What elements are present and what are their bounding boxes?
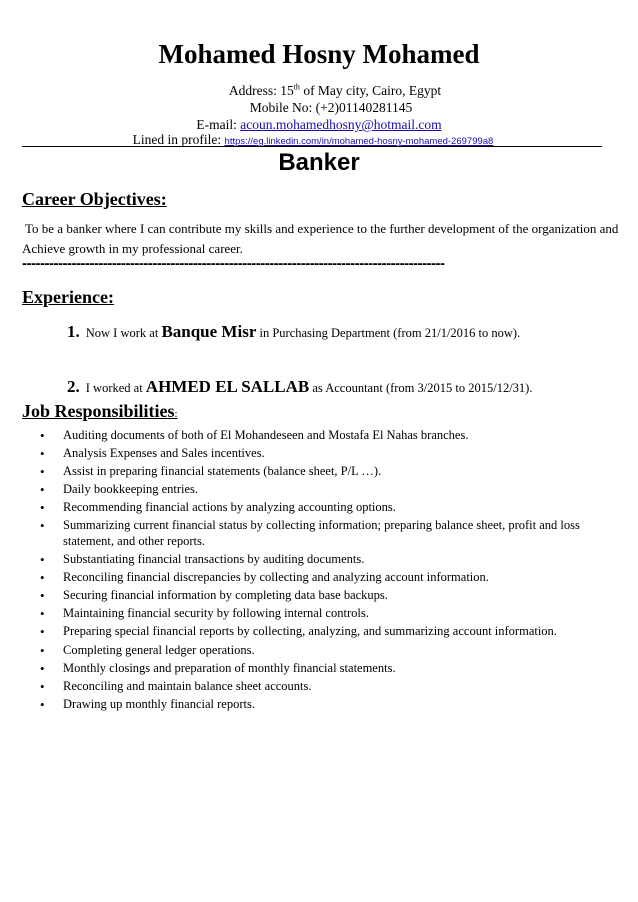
job-responsibilities-heading-text: Job Responsibilities bbox=[22, 401, 175, 421]
linkedin-label: Lined in profile: bbox=[132, 132, 225, 147]
career-objectives-heading: Career Objectives: bbox=[22, 189, 167, 209]
email-link[interactable]: acoun.mohamedhosny@hotmail.com bbox=[240, 117, 442, 132]
job-responsibilities-heading bbox=[22, 400, 178, 425]
email-label: E-mail: bbox=[196, 117, 241, 132]
list-item-text: Drawing up monthly financial reports. bbox=[63, 696, 255, 711]
list-item bbox=[40, 482, 610, 498]
address-suffix: of May city, Cairo, Egypt bbox=[299, 83, 442, 98]
objective-line-1: To be a banker where I can contribute my skills and experience to the further development of the organization and bbox=[25, 221, 619, 236]
list-item-text: Reconciling and maintain balance sheet accounts. bbox=[63, 678, 312, 693]
list-item-text: Daily bookkeeping entries. bbox=[63, 482, 199, 497]
list-item bbox=[40, 624, 610, 640]
bullet-icon: • bbox=[40, 518, 45, 534]
list-item bbox=[40, 679, 610, 695]
responsibilities-list bbox=[40, 428, 610, 715]
linkedin-link[interactable]: https://eg.linkedin.com/in/mohamed-hosny-mohamed-269799a8 bbox=[224, 136, 494, 147]
bullet-icon: • bbox=[40, 446, 45, 462]
experience-item bbox=[67, 376, 532, 399]
list-item-text: Analysis Expenses and Sales incentives. bbox=[63, 446, 265, 461]
experience-company: Banque Misr bbox=[161, 322, 257, 341]
list-item bbox=[40, 500, 610, 516]
experience-prefix: Now I work at bbox=[85, 326, 162, 340]
list-item-text: Completing general ledger operations. bbox=[63, 642, 255, 657]
experience-item bbox=[67, 321, 520, 344]
list-item-text: Substantiating financial transactions by auditing documents. bbox=[63, 552, 365, 567]
bullet-icon: • bbox=[40, 570, 45, 586]
list-item bbox=[40, 606, 610, 622]
experience-company: AHMED EL SALLAB bbox=[145, 377, 310, 396]
experience-detail: in Purchasing Department (from 21/1/2016 to now). bbox=[256, 326, 521, 340]
section-separator: ---------------------------------------------------------------------------------------------- bbox=[22, 255, 445, 272]
candidate-name: Mohamed Hosny Mohamed bbox=[158, 39, 480, 69]
bullet-icon: • bbox=[40, 678, 45, 694]
bullet-icon: • bbox=[40, 482, 45, 498]
list-item-text: Summarizing current financial status by collecting information; preparing balance sheet, profit and loss statement, and other reports. bbox=[63, 518, 580, 548]
address-prefix: Address: 15 bbox=[228, 83, 294, 98]
bullet-icon: • bbox=[40, 696, 45, 712]
mobile-line: Mobile No: (+2)01140281145 bbox=[249, 100, 413, 115]
list-item bbox=[40, 518, 610, 549]
list-item bbox=[40, 588, 610, 604]
experience-prefix: I worked at bbox=[85, 381, 146, 395]
list-item bbox=[40, 464, 610, 480]
list-item-text: Assist in preparing financial statements (balance sheet, P/L …). bbox=[63, 464, 382, 479]
bullet-icon: • bbox=[40, 606, 45, 622]
list-item bbox=[40, 643, 610, 659]
list-item-text: Auditing documents of both of El Mohandeseen and Mostafa El Nahas branches. bbox=[63, 428, 469, 442]
experience-number: 2. bbox=[67, 377, 80, 396]
list-item-text: Preparing special financial reports by collecting, analyzing, and summarizing account information. bbox=[63, 624, 557, 639]
experience-heading: Experience: bbox=[22, 287, 114, 307]
bullet-icon: • bbox=[40, 642, 45, 658]
header-divider bbox=[22, 146, 602, 147]
list-item bbox=[40, 428, 610, 444]
bullet-icon: • bbox=[40, 552, 45, 568]
list-item-text: Recommending financial actions by analyzing accounting options. bbox=[63, 500, 396, 515]
bullet-icon: • bbox=[40, 428, 45, 443]
objective-line-2: Achieve growth in my professional career. bbox=[22, 241, 243, 256]
bullet-icon: • bbox=[40, 660, 45, 676]
list-item-text: Monthly closings and preparation of monthly financial statements. bbox=[63, 660, 396, 675]
list-item-text: Reconciling financial discrepancies by collecting and analyzing account information. bbox=[63, 570, 489, 585]
address-superscript: th bbox=[293, 82, 300, 92]
list-item-text: Securing financial information by completing data base backups. bbox=[63, 588, 388, 603]
list-item-text: Maintaining financial security by following internal controls. bbox=[63, 606, 369, 621]
list-item bbox=[40, 446, 610, 462]
experience-detail: as Accountant (from 3/2015 to 2015/12/31). bbox=[309, 381, 533, 395]
heading-colon: : bbox=[174, 408, 178, 420]
experience-number: 1. bbox=[67, 322, 80, 341]
job-title: Banker bbox=[278, 149, 360, 176]
address-line bbox=[16, 82, 638, 99]
bullet-icon: • bbox=[40, 464, 45, 480]
bullet-icon: • bbox=[40, 588, 45, 604]
list-item bbox=[40, 697, 610, 713]
list-item bbox=[40, 552, 610, 568]
list-item bbox=[40, 661, 610, 677]
bullet-icon: • bbox=[40, 624, 45, 640]
bullet-icon: • bbox=[40, 500, 45, 516]
list-item bbox=[40, 570, 610, 586]
